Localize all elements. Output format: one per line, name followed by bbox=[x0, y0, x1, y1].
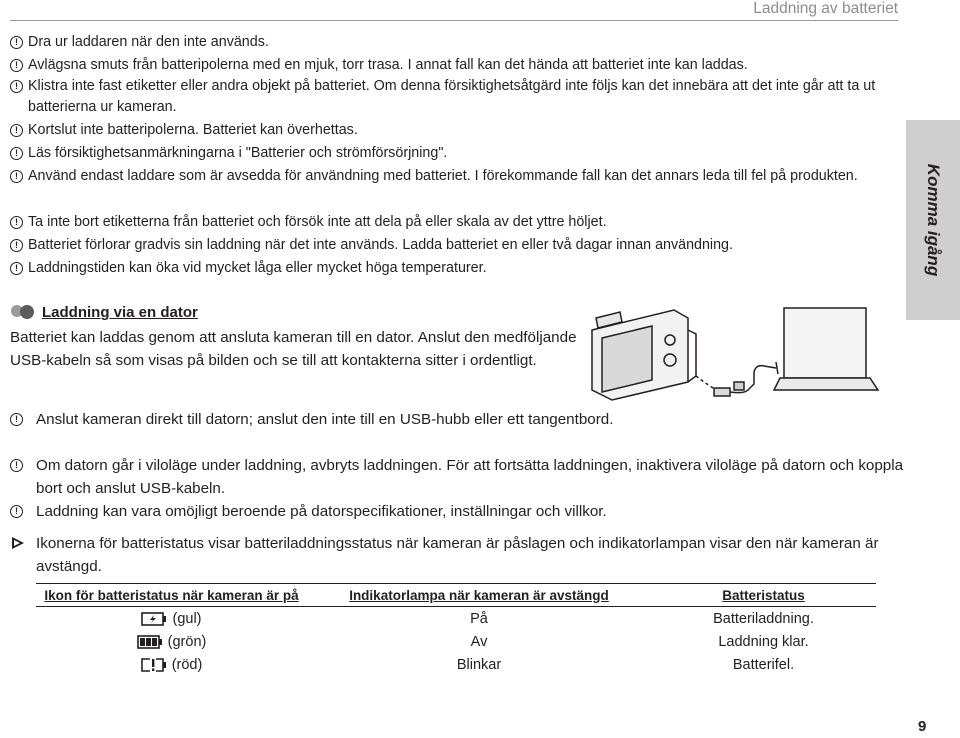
battery-full-icon bbox=[137, 635, 163, 649]
tip-note bbox=[10, 532, 916, 578]
table-row bbox=[36, 653, 876, 676]
table-cell-lamp: Av bbox=[470, 633, 488, 650]
caution-icon: ! bbox=[10, 459, 23, 472]
caution-icon: ! bbox=[10, 505, 23, 518]
caution-icon: ! bbox=[10, 36, 23, 49]
camera-usb-illustration bbox=[584, 290, 884, 420]
table-header-cell: Batteristatus bbox=[651, 584, 876, 607]
section-heading-text: Laddning via en dator bbox=[42, 303, 198, 321]
table-cell-status: Batteriladdning. bbox=[713, 610, 814, 627]
caution-item: ! Klistra inte fast etiketter eller andra objekt på batteriet. Om denna försiktighetsåtgärd inte följs kan det innebära att det inte går att ta ut batterierna ur kameran. bbox=[10, 76, 908, 118]
tip-icon bbox=[10, 535, 26, 551]
caution-item: ! Läs försiktighetsanmärkningarna i "Batterier och strömförsörjning". bbox=[10, 143, 908, 164]
caution-icon: ! bbox=[10, 216, 23, 229]
caution-icon: ! bbox=[10, 170, 23, 183]
header-rule bbox=[10, 20, 898, 21]
caution-item: ! Batteriet förlorar gradvis sin laddning när det inte används. Ladda batteriet en eller två dagar innan användning. bbox=[10, 235, 908, 256]
caution-icon: ! bbox=[10, 413, 23, 426]
table-cell-status: Batterifel. bbox=[732, 656, 795, 673]
battery-status-table bbox=[36, 583, 876, 676]
table-header-row bbox=[36, 584, 876, 607]
table-cell-lamp: Blinkar bbox=[456, 656, 502, 673]
table-row bbox=[36, 630, 876, 653]
table-cell-lamp: På bbox=[470, 610, 488, 627]
icon-color-label: (röd) bbox=[171, 656, 203, 673]
battery-error-icon bbox=[141, 658, 167, 672]
table-header-cell: Indikatorlampa när kameran är avstängd bbox=[307, 584, 651, 607]
caution-item: ! Använd endast laddare som är avsedda för användning med batteriet. I förekommande fall kan det annars leda till fel på produkten. bbox=[10, 166, 908, 187]
battery-charging-icon bbox=[141, 612, 167, 626]
tip-text: Ikonerna för batteristatus visar batteriladdningsstatus när kameran är påslagen och indikatorlampan visar den när kameran är avstängd. bbox=[36, 535, 879, 575]
caution-item: ! Anslut kameran direkt till datorn; anslut den inte till en USB-hubb eller ett tangentbord. bbox=[10, 408, 916, 431]
table-cell-icon bbox=[36, 653, 307, 676]
computer-section-icon bbox=[10, 304, 36, 320]
caution-icon: ! bbox=[10, 59, 23, 72]
caution-icon: ! bbox=[10, 262, 23, 275]
side-tab-label: Komma igång bbox=[924, 163, 943, 277]
caution-item: ! Dra ur laddaren när den inte används. bbox=[10, 32, 908, 53]
header-title: Laddning av batteriet bbox=[753, 0, 898, 17]
caution-icon: ! bbox=[10, 147, 23, 160]
side-tab bbox=[906, 120, 960, 320]
caution-item: ! Om datorn går i viloläge under laddning, avbryts laddningen. För att fortsätta laddningen, inaktivera viloläge på datorn och koppla bort och anslut USB-kabeln. bbox=[10, 454, 916, 500]
table-cell-icon bbox=[36, 630, 307, 653]
section-heading bbox=[10, 302, 198, 322]
caution-item: ! Laddningstiden kan öka vid mycket låga eller mycket höga temperaturer. bbox=[10, 258, 908, 279]
table-cell-status: Laddning klar. bbox=[718, 633, 809, 650]
caution-icon: ! bbox=[10, 239, 23, 252]
table-header-cell: Ikon för batteristatus när kameran är på bbox=[36, 584, 307, 607]
table-row bbox=[36, 607, 876, 631]
table-cell-icon bbox=[36, 607, 307, 631]
section-body: Batteriet kan laddas genom att ansluta kameran till en dator. Anslut den medföljande USB-kabeln så som visas på bilden och se till att kontakterna sitter i ordentligt. bbox=[10, 329, 577, 369]
icon-color-label: (gul) bbox=[172, 610, 202, 627]
caution-item: ! Avlägsna smuts från batteripolerna med en mjuk, torr trasa. I annat fall kan det hända att batteriet inte kan laddas. bbox=[10, 55, 908, 76]
caution-item: ! Laddning kan vara omöjligt beroende på datorspecifikationer, inställningar och villkor. bbox=[10, 500, 916, 523]
caution-item: ! Kortslut inte batteripolerna. Batteriet kan överhettas. bbox=[10, 120, 908, 141]
page-number: 9 bbox=[918, 718, 927, 735]
caution-item: ! Ta inte bort etiketterna från batteriet och försök inte att dela på eller skala av det yttre höljet. bbox=[10, 212, 908, 233]
caution-icon: ! bbox=[10, 80, 23, 93]
caution-icon: ! bbox=[10, 124, 23, 137]
icon-color-label: (grön) bbox=[167, 633, 207, 650]
